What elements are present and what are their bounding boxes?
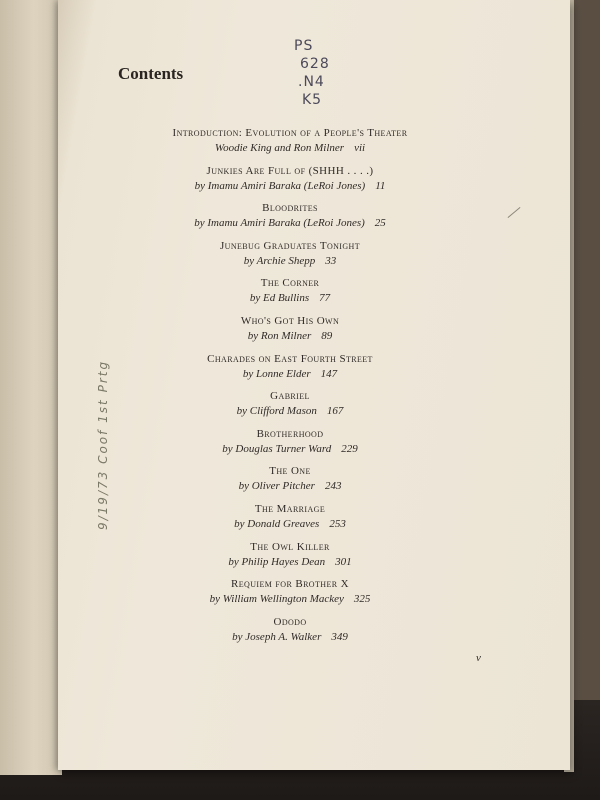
call-number-line: K5	[302, 92, 323, 108]
author-name: by Oliver Pitcher	[238, 480, 315, 493]
toc-entry	[140, 577, 440, 615]
play-title: Charades on East Fourth Street	[207, 352, 373, 365]
facing-page-edge	[0, 0, 62, 775]
toc-entry	[140, 540, 440, 578]
author-name: by Donald Greaves	[234, 517, 320, 530]
toc-entry	[140, 615, 440, 653]
page-number: 147	[320, 367, 338, 380]
toc-entry	[140, 276, 440, 314]
play-title: Junebug Graduates Tonight	[219, 239, 361, 252]
toc-entry	[140, 164, 440, 202]
toc-entry	[140, 464, 440, 502]
page-number: 77	[319, 292, 331, 305]
author-line	[140, 404, 440, 419]
author-name: by Imamu Amiri Baraka (LeRoi Jones)	[194, 179, 366, 192]
author-name: by Archie Shepp	[243, 254, 316, 267]
play-title: Junkies Are Full of (SHHH . . . .)	[206, 164, 374, 177]
author-name: by William Wellington Mackey	[209, 593, 344, 606]
table-of-contents	[140, 126, 440, 652]
author-line	[140, 329, 440, 344]
author-name: by Joseph A. Walker	[232, 630, 322, 643]
call-number-line: 628	[300, 56, 330, 72]
author-name: by Philip Hayes Dean	[228, 555, 326, 568]
author-line	[140, 367, 440, 382]
author-line	[140, 479, 440, 494]
folio-page-number: v	[476, 652, 481, 664]
author-line	[140, 291, 440, 306]
author-line	[140, 254, 440, 269]
page-number: 89	[321, 329, 333, 342]
play-title: Gabriel	[270, 390, 310, 403]
handwritten-call-number	[294, 38, 354, 110]
play-title: The One	[269, 465, 311, 478]
play-title: The Marriage	[254, 502, 326, 515]
page-number: 253	[329, 517, 346, 530]
page-number: 301	[335, 555, 352, 568]
author-line	[140, 216, 440, 231]
toc-entry	[140, 502, 440, 540]
author-name: by Imamu Amiri Baraka (LeRoi Jones)	[194, 217, 365, 230]
author-name: by Lonne Elder	[242, 367, 311, 380]
author-line	[90, 141, 490, 156]
page-number: vii	[354, 142, 366, 154]
play-title: Ododo	[273, 615, 307, 628]
pencil-mark	[508, 207, 521, 218]
page-number: 25	[374, 217, 386, 230]
handwritten-margin-note: 9/19/73 Coof 1st Prtg	[96, 359, 110, 530]
toc-entry	[140, 201, 440, 239]
toc-entry	[140, 239, 440, 277]
author-line	[140, 592, 440, 607]
play-title: Introduction: Evolution of a People's Theater	[172, 127, 408, 139]
toc-entry	[140, 389, 440, 427]
call-number-line: .N4	[298, 74, 325, 90]
page-number: 229	[341, 442, 358, 455]
author-name: by Douglas Turner Ward	[222, 442, 332, 455]
play-title: The Corner	[260, 277, 320, 290]
toc-entry	[140, 427, 440, 465]
author-name: by Ron Milner	[247, 329, 312, 342]
call-number-line: PS	[294, 38, 314, 54]
play-title: Bloodrites	[262, 202, 318, 215]
author-line	[140, 517, 440, 532]
play-title: Brotherhood	[256, 427, 324, 440]
author-name: by Clifford Mason	[236, 405, 317, 418]
author-line	[140, 630, 440, 645]
author-line	[140, 442, 440, 457]
page-number: 325	[353, 593, 371, 606]
author-name: by Ed Bullins	[249, 292, 310, 305]
play-title: Requiem for Brother X	[231, 578, 349, 591]
toc-entry	[90, 126, 490, 164]
author-line	[140, 179, 440, 194]
author-name: Woodie King and Ron Milner	[214, 142, 345, 154]
page-number: 11	[375, 179, 386, 192]
page-number: 349	[331, 630, 348, 643]
contents-heading: Contents	[118, 64, 184, 83]
page-number: 243	[324, 480, 342, 493]
author-line	[140, 555, 440, 570]
toc-entry	[140, 352, 440, 390]
page-number: 33	[325, 254, 337, 267]
page-number: 167	[326, 405, 344, 418]
toc-entry	[140, 314, 440, 352]
play-title: Who's Got His Own	[240, 314, 340, 327]
play-title: The Owl Killer	[250, 540, 330, 553]
